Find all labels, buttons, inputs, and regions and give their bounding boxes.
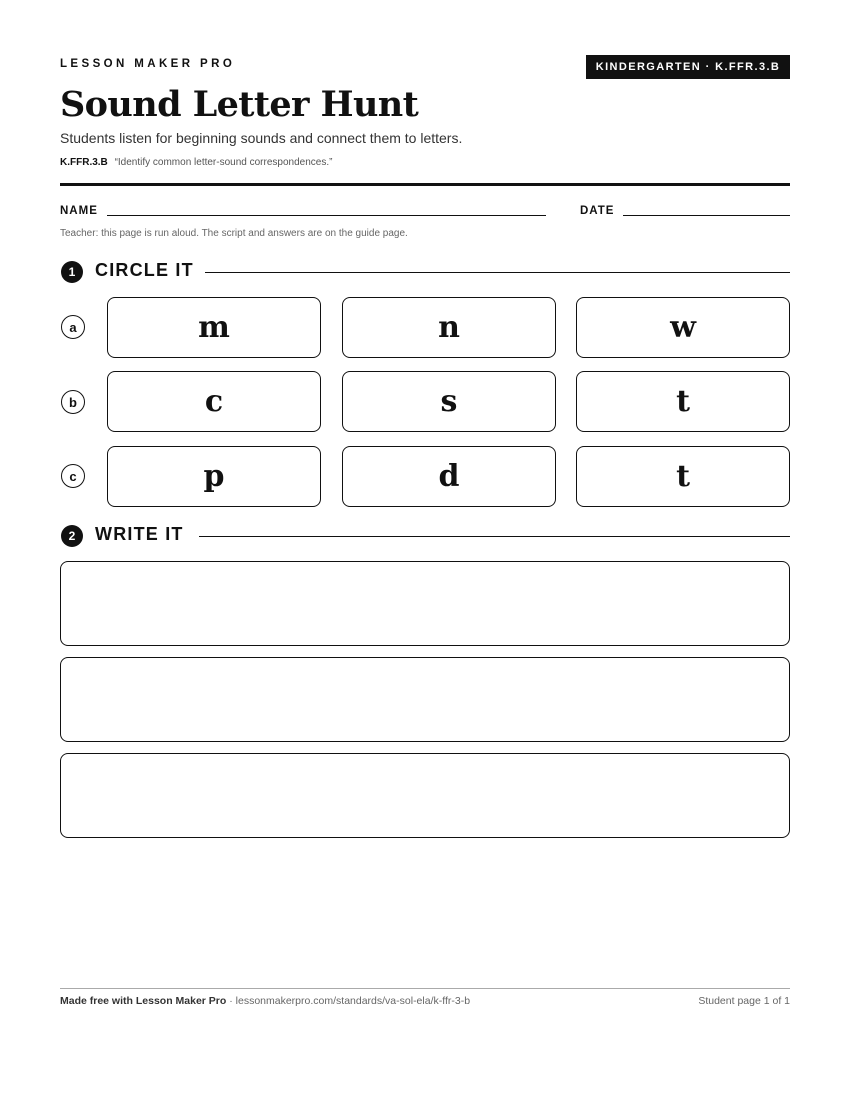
letter: c bbox=[204, 383, 224, 419]
letter-box-c-2[interactable] bbox=[342, 446, 556, 507]
section-2-rule bbox=[199, 536, 790, 537]
section-1-number: 1 bbox=[61, 261, 83, 283]
footer-divider bbox=[60, 988, 790, 989]
section-1-rule bbox=[205, 272, 790, 273]
grade-standard-badge: KINDERGARTEN · K.FFR.3.B bbox=[586, 55, 790, 79]
date-label: DATE bbox=[580, 205, 615, 217]
letter: d bbox=[438, 458, 460, 494]
letter: t bbox=[676, 458, 690, 494]
letter-box-a-2[interactable] bbox=[342, 297, 556, 358]
section-2-title: WRITE IT bbox=[95, 524, 184, 544]
header-divider bbox=[60, 183, 790, 186]
footer-separator: · bbox=[226, 995, 236, 1007]
footer-url[interactable]: lessonmakerpro.com/standards/va-sol-ela/k-ffr-3-b bbox=[235, 995, 471, 1007]
letter: t bbox=[676, 383, 690, 419]
letter-box-c-3[interactable] bbox=[576, 446, 790, 507]
letter: n bbox=[438, 309, 460, 345]
row-c-label: c bbox=[61, 464, 85, 488]
standard-description: “Identify common letter-sound correspondences.” bbox=[114, 157, 333, 168]
letter-box-b-3[interactable] bbox=[576, 371, 790, 432]
standard-reference bbox=[60, 157, 332, 168]
letter-box-a-1[interactable] bbox=[107, 297, 321, 358]
name-label: NAME bbox=[60, 205, 98, 217]
section-2-number: 2 bbox=[61, 525, 83, 547]
teacher-note: Teacher: this page is run aloud. The script and answers are on the guide page. bbox=[60, 228, 408, 239]
letter: p bbox=[203, 458, 225, 494]
standard-code: K.FFR.3.B bbox=[60, 157, 108, 168]
letter: w bbox=[670, 309, 696, 345]
letter-box-c-1[interactable] bbox=[107, 446, 321, 507]
write-box-3[interactable] bbox=[60, 753, 790, 838]
section-1-title: CIRCLE IT bbox=[95, 260, 194, 280]
worksheet-subtitle: Students listen for beginning sounds and connect them to letters. bbox=[60, 130, 463, 146]
row-a-label: a bbox=[61, 315, 85, 339]
worksheet-title: Sound Letter Hunt bbox=[60, 84, 419, 125]
letter-box-a-3[interactable] bbox=[576, 297, 790, 358]
row-b-label: b bbox=[61, 390, 85, 414]
write-box-1[interactable] bbox=[60, 561, 790, 646]
name-field[interactable] bbox=[107, 215, 546, 216]
footer-made-with: Made free with Lesson Maker Pro bbox=[60, 995, 227, 1007]
date-field[interactable] bbox=[623, 215, 790, 216]
brand-name: LESSON MAKER PRO bbox=[60, 58, 236, 70]
letter-box-b-2[interactable] bbox=[342, 371, 556, 432]
footer-page-number: Student page 1 of 1 bbox=[698, 995, 790, 1007]
letter: s bbox=[440, 383, 458, 419]
letter-box-b-1[interactable] bbox=[107, 371, 321, 432]
write-box-2[interactable] bbox=[60, 657, 790, 742]
footer-credit bbox=[60, 995, 470, 1007]
letter: m bbox=[198, 309, 230, 345]
